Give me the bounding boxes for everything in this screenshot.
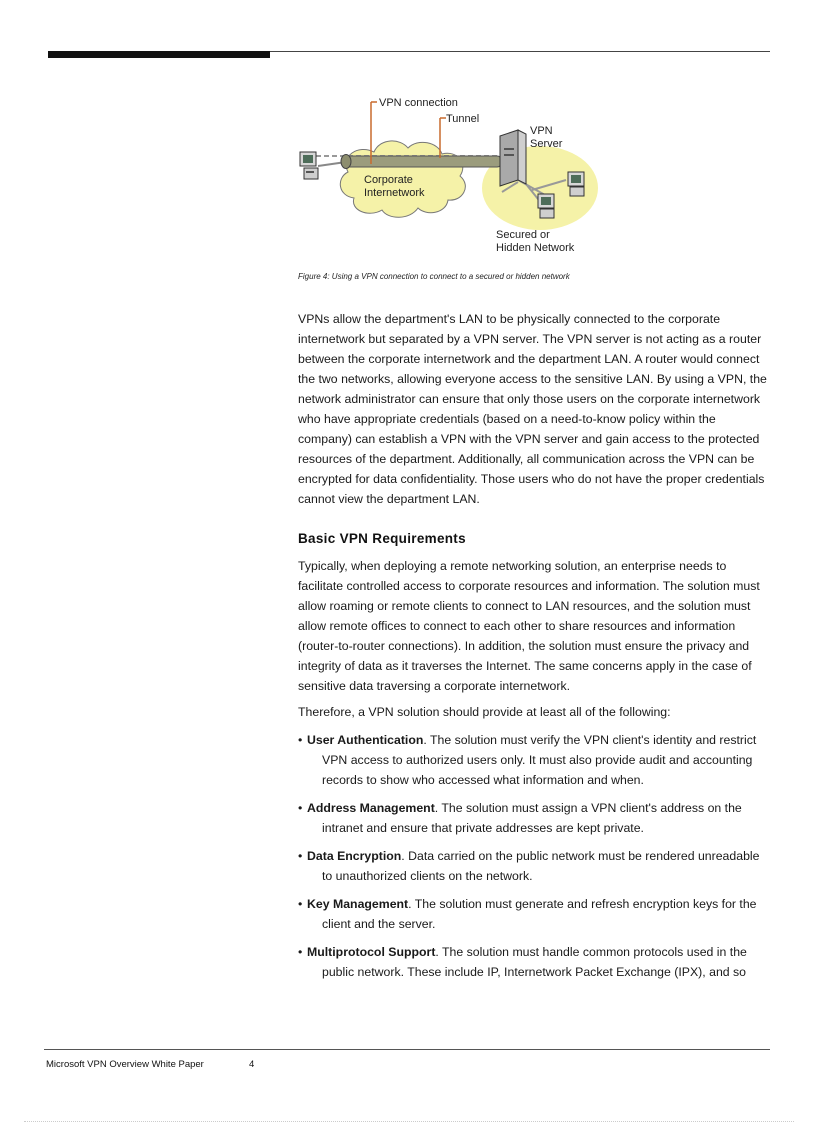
client-computer-icon <box>300 152 318 179</box>
requirement-term: Address Management <box>307 801 435 815</box>
requirement-item <box>298 894 770 934</box>
secured-computer-icon <box>568 172 584 196</box>
secured-computer-icon <box>538 194 554 218</box>
requirement-term: User Authentication <box>307 733 424 747</box>
requirements-list <box>298 730 770 990</box>
header-thick-bar <box>48 51 270 58</box>
label-secured-1: Secured or <box>496 229 550 241</box>
section-heading: Basic VPN Requirements <box>298 531 466 546</box>
requirement-item <box>298 798 770 838</box>
requirement-text: . Data carried on the public network must be rendered unreadable to unauthorized clients on the network. <box>322 849 760 883</box>
figure-caption: Figure 4: Using a VPN connection to connect to a secured or hidden network <box>298 272 570 281</box>
bullet-icon: • <box>298 945 303 959</box>
bullet-icon: • <box>298 801 303 815</box>
tunnel-end-cap <box>341 155 351 169</box>
bullet-icon: • <box>298 849 303 863</box>
label-tunnel: Tunnel <box>446 113 480 125</box>
bullet-icon: • <box>298 897 303 911</box>
page-number: 4 <box>249 1059 255 1070</box>
vpn-tunnel-tube <box>344 156 502 167</box>
requirement-item <box>298 942 770 982</box>
label-corporate-1: Corporate <box>364 174 413 186</box>
label-secured-2: Hidden Network <box>496 242 575 254</box>
requirement-term: Multiprotocol Support <box>307 945 436 959</box>
page-edge-dotted-rule <box>24 1121 794 1122</box>
requirement-text: . The solution must handle common protocols used in the public network. These include IP, Internetwork Packet Exchange (IPX), and so <box>322 945 747 979</box>
requirement-item <box>298 846 770 886</box>
requirement-item <box>298 730 770 790</box>
body-paragraph: Typically, when deploying a remote networking solution, an enterprise needs to facilitate controlled access to corporate resources and information. The solution must allow roaming or remote clients to connect to LAN resources, and the solution must allow remote offices to connect to each other to share resources and information (router-to-router connections). In addition, the solution must ensure the privacy and integrity of data as it traverses the Internet. The same concerns apply in the case of sensitive data traversing a corporate internetwork. <box>298 559 760 693</box>
requirement-text: . The solution must generate and refresh encryption keys for the client and the server. <box>322 897 757 931</box>
label-vpn-server-1: VPN <box>530 125 553 137</box>
header-rule <box>270 51 770 52</box>
body-paragraph: Therefore, a VPN solution should provide at least all of the following: <box>298 705 671 719</box>
vpn-diagram <box>296 92 606 262</box>
footer-title: Microsoft VPN Overview White Paper <box>46 1059 204 1070</box>
requirement-term: Data Encryption <box>307 849 402 863</box>
label-vpn-connection: VPN connection <box>379 97 458 109</box>
vpn-server-icon <box>500 130 526 186</box>
requirement-text: . The solution must verify the VPN client's identity and restrict VPN access to authorized users only. It must also provide audit and accounting records to show who accessed what information and when. <box>322 733 757 787</box>
requirement-term: Key Management <box>307 897 409 911</box>
bullet-icon: • <box>298 733 303 747</box>
label-corporate-2: Internetwork <box>364 187 425 199</box>
label-vpn-server-2: Server <box>530 138 563 150</box>
body-paragraph: VPNs allow the department's LAN to be physically connected to the corporate internetwork but separated by a VPN server. The VPN server is not acting as a router between the corporate internetwork and the department LAN. A router would connect the two networks, allowing everyone access to the sensitive LAN. By using a VPN, the network administrator can ensure that only those users on the corporate internetwork who have appropriate credentials (based on a need-to-know policy within the company) can establish a VPN with the VPN server and gain access to the protected resources of the department. Additionally, all communication across the VPN can be encrypted for data confidentiality. Those users who do not have the proper credentials cannot view the department LAN. <box>298 312 767 506</box>
footer-rule <box>44 1049 770 1050</box>
requirement-text: . The solution must assign a VPN client's address on the intranet and ensure that private addresses are kept private. <box>322 801 742 835</box>
